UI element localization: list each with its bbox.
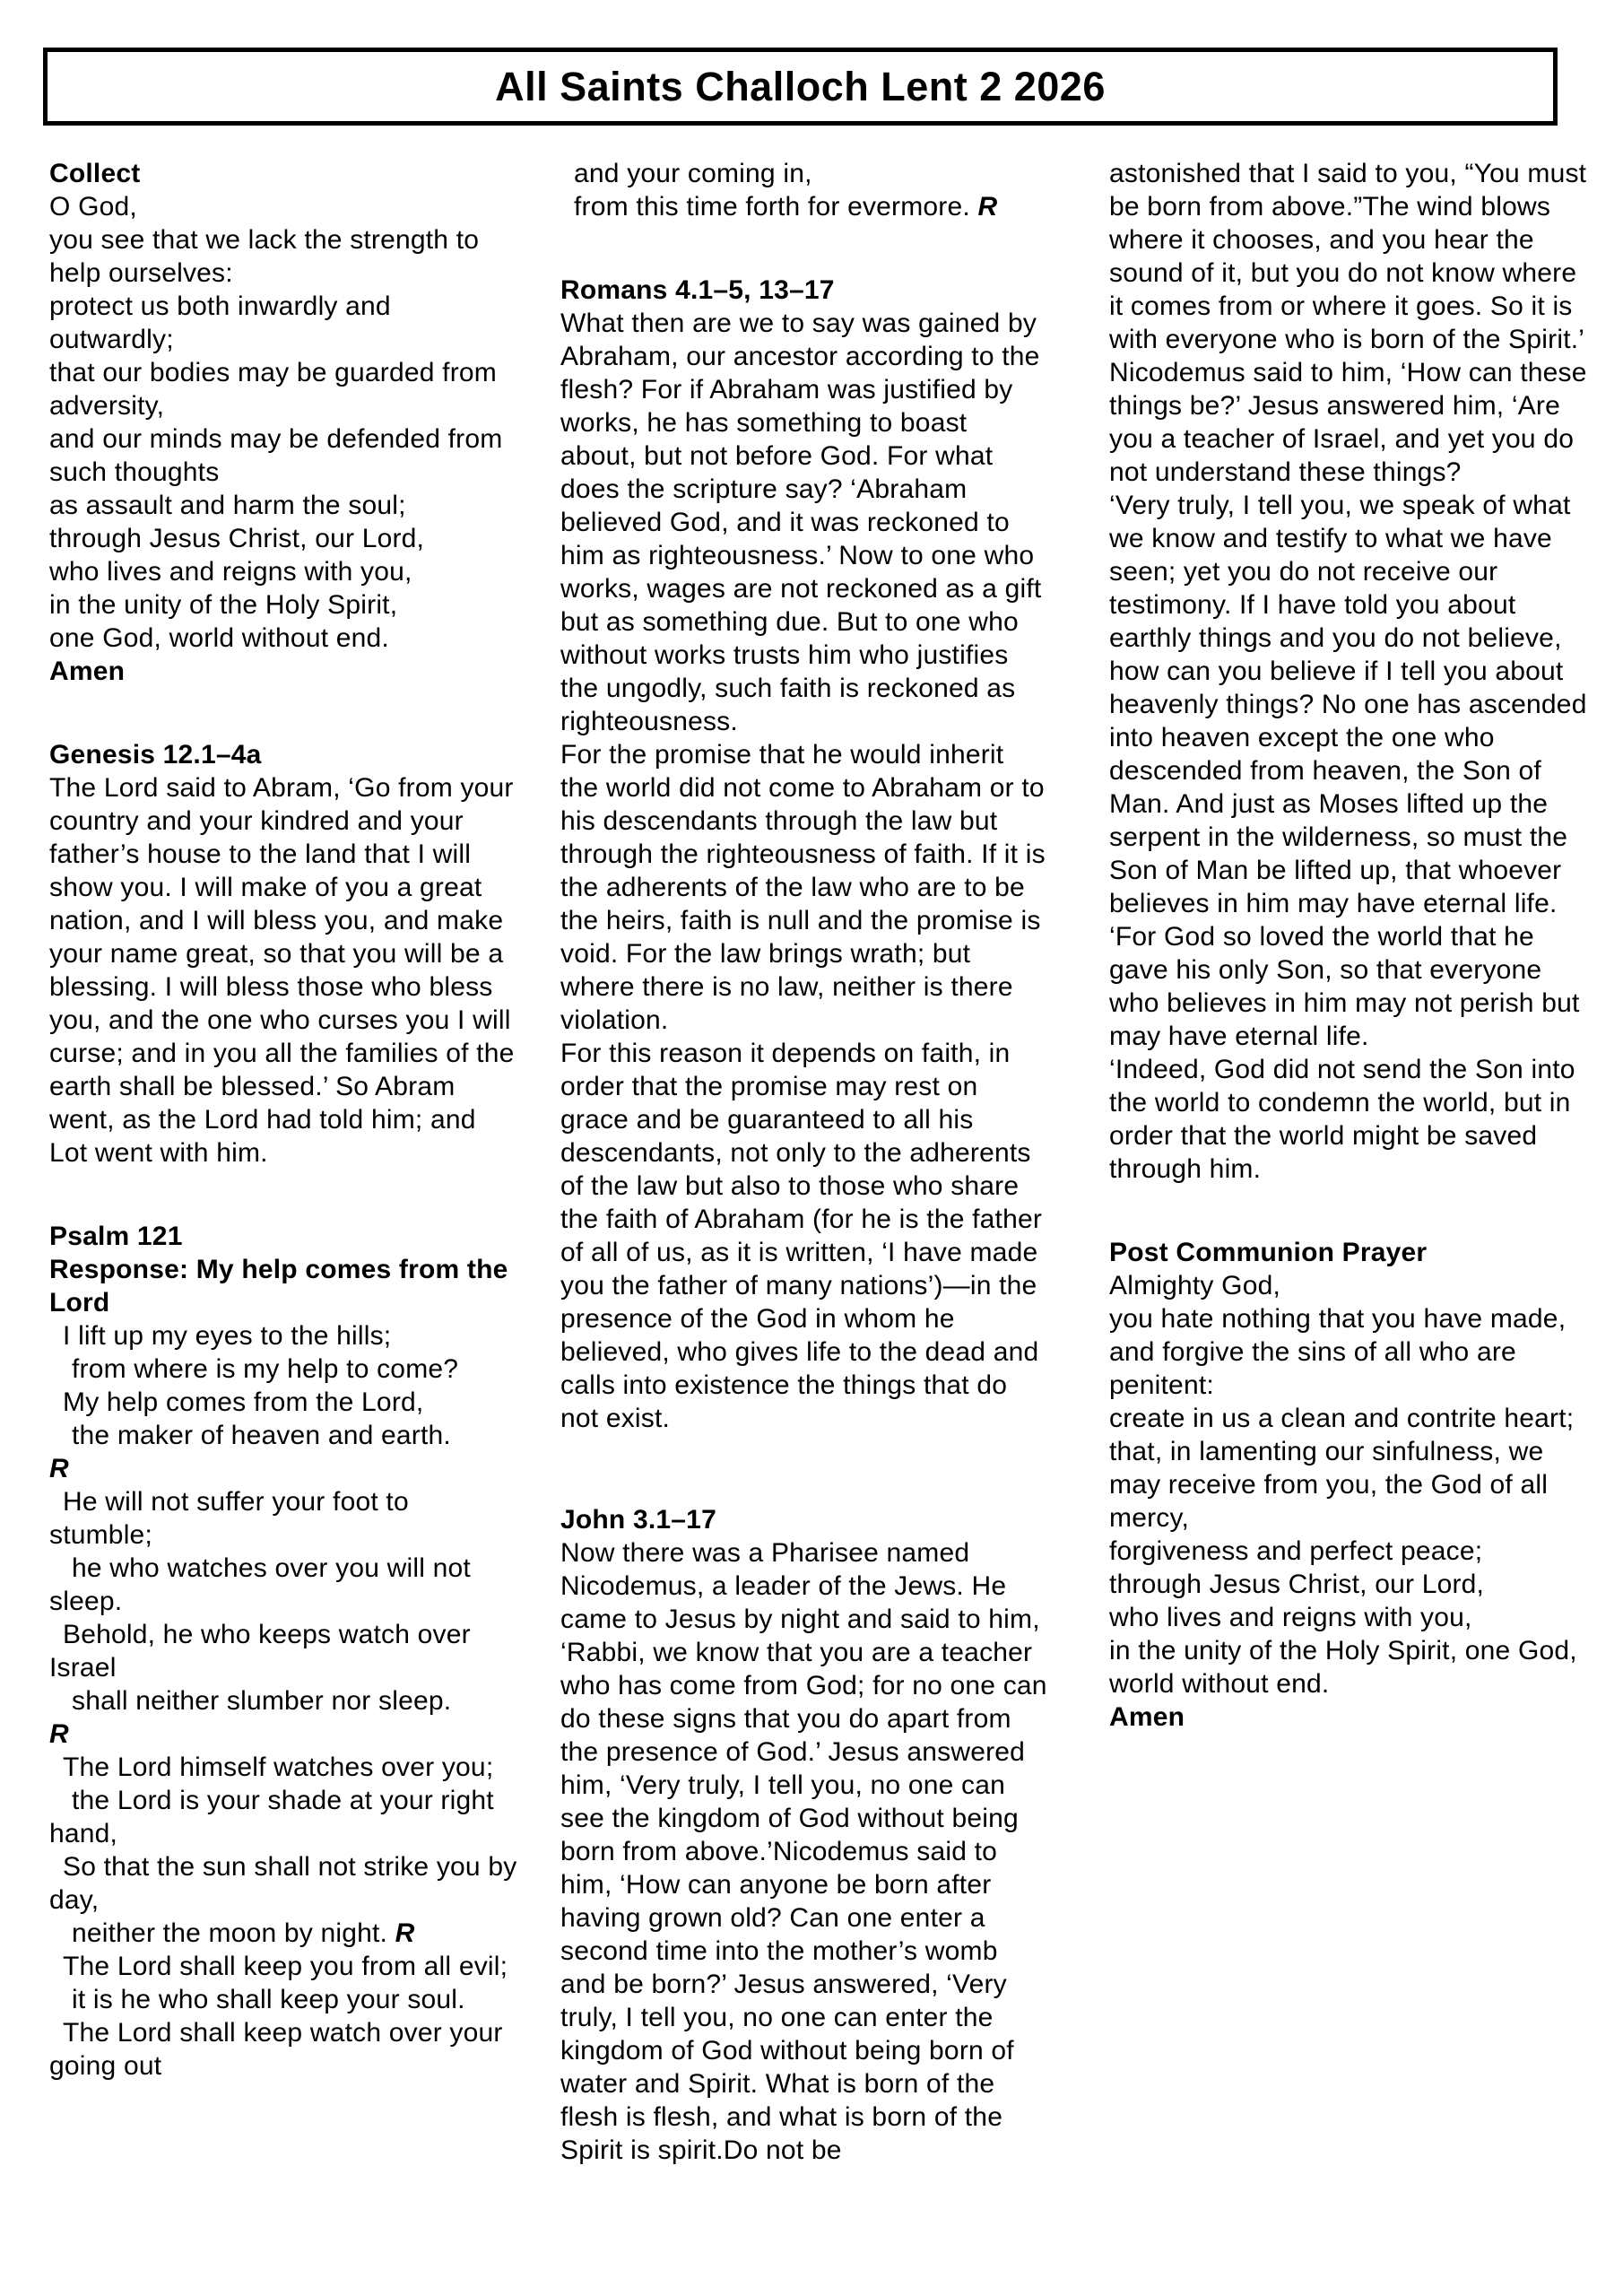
text: John 3.1–17 [560, 1505, 716, 1535]
text: from this time forth for evermore. [574, 192, 970, 222]
psalm-line [49, 1784, 517, 1850]
psalm-line [49, 1485, 517, 1552]
psalm-line [49, 1319, 517, 1352]
prayer-line [49, 489, 517, 522]
prayer-line [1109, 1335, 1589, 1402]
text: Romans 4.1–5, 13–17 [560, 275, 835, 305]
column-2 [560, 157, 1049, 2167]
text: The Lord himself watches over you; [63, 1752, 494, 1782]
prayer-line [1109, 1269, 1589, 1302]
scripture-paragraph [1109, 489, 1589, 920]
prayer-line [49, 356, 517, 422]
prayer-line [1109, 1634, 1589, 1700]
bold-line [1109, 1700, 1589, 1734]
section-heading [560, 274, 1049, 307]
prayer-line [49, 622, 517, 655]
text: you hate nothing that you have made, [1109, 1304, 1567, 1334]
text: through Jesus Christ, our Lord, [1109, 1570, 1485, 1599]
text: ‘Very truly, I tell you, we speak of what we know and testify to what we have seen; yet you do not receive our testimony. If I have told you about earthly things and you do not believe, how can you believe if I tell you about heavenly things? No one has ascended into heaven except the one who descended from heaven, the Son of Man. And just as Moses lifted up the serpent in the wilderness, so must the Son of Man be lifted up, that whoever believes in him may have eternal life. [1109, 491, 1587, 918]
text: Amen [49, 657, 126, 686]
scripture-paragraph [560, 1037, 1049, 1435]
prayer-line [1109, 1601, 1589, 1634]
text: and forgive the sins of all who are penitent: [1109, 1337, 1516, 1400]
text: you see that we lack the strength to help ourselves: [49, 225, 480, 288]
scripture-paragraph [1109, 1053, 1589, 1186]
psalm-line [560, 157, 1049, 190]
section-heading [1109, 1236, 1589, 1269]
section-heading [49, 738, 517, 771]
prayer-line [49, 588, 517, 622]
psalm-line [560, 190, 1049, 223]
text: He will not suffer your foot to stumble; [49, 1487, 409, 1550]
prayer-line [49, 422, 517, 489]
text: Almighty God, [1109, 1271, 1281, 1300]
section-gap [560, 1435, 1049, 1503]
response-marker-r: R [395, 1918, 415, 1948]
prayer-line [1109, 1302, 1589, 1335]
text: Post Communion Prayer [1109, 1238, 1428, 1267]
text: protect us both inwardly and outwardly; [49, 291, 391, 354]
prayer-line [1109, 1435, 1589, 1535]
text: I lift up my eyes to the hills; [63, 1321, 392, 1351]
text: What then are we to say was gained by Abraham, our ancestor according to the flesh? For if Abraham was justified by works, he has something to boast about, but not before God. For what does the scripture say? ‘Abraham believed God, and it was reckoned to him as righteousness.’ Now to one who works, wages are not reckoned as a gift but as something due. But to one who without works trusts him who justifies the ungodly, such faith is reckoned as righteousness. [560, 309, 1042, 736]
text: and your coming in, [574, 159, 812, 188]
text: it is he who shall keep your soul. [72, 1985, 465, 2014]
text: create in us a clean and contrite heart; [1109, 1404, 1575, 1433]
prayer-line [49, 555, 517, 588]
text: the Lord is your shade at your right hand, [49, 1786, 494, 1848]
scripture-paragraph [560, 307, 1049, 738]
prayer-line [49, 290, 517, 356]
psalm-line [49, 1352, 517, 1386]
psalm-line [49, 2016, 517, 2083]
text: astonished that I said to you, “You must be born from above.”The wind blows where it chooses, and you hear the sound of it, but you do not know where it comes from or where it goes. So it is with everyone who is born of the Spirit.’ Nicodemus said to him, ‘How can these things be?’ Jesus answered him, ‘Are you a teacher of Israel, and yet you do not understand these things? [1109, 159, 1587, 487]
prayer-line [1109, 1568, 1589, 1601]
page-title: All Saints Challoch Lent 2 2026 [495, 63, 1106, 109]
text: the maker of heaven and earth. [72, 1421, 451, 1450]
scripture-paragraph [1109, 920, 1589, 1053]
text: The Lord said to Abram, ‘Go from your country and your kindred and your father’s house to the land that I will show you. I will make of you a great nation, and I will bless you, and make your name great, so that you will be a blessing. I will bless those who bless you, and the one who curses you I will curse; and in you all the families of the earth shall be blessed.’ So Abram went, as the Lord had told him; and Lot went with him. [49, 773, 515, 1168]
response-marker-r: R [49, 1454, 69, 1483]
section-gap [49, 688, 517, 738]
section-heading [49, 157, 517, 190]
psalm-line [49, 1983, 517, 2016]
prayer-line [49, 190, 517, 223]
psalm-line [49, 1552, 517, 1618]
text: shall neither slumber nor sleep. [72, 1686, 452, 1716]
text: that, in lamenting our sinfulness, we may receive from you, the God of all mercy, [1109, 1437, 1549, 1533]
response-marker-r: R [49, 1719, 69, 1749]
text: through Jesus Christ, our Lord, [49, 524, 425, 553]
section-gap [560, 223, 1049, 274]
bold-line [49, 1253, 517, 1319]
text: Psalm 121 [49, 1222, 183, 1251]
scripture-paragraph [49, 771, 517, 1170]
text: For this reason it depends on faith, in order that the promise may rest on grace and be guaranteed to all his descendants, not only to the adherents of the law but also to those who share the faith of Abraham (for he is the father of all of us, as it is written, ‘I have made you the father of many nations’)—in the presence of the God in whom he believed, who gives life to the dead and calls into existence the things that do not exist. [560, 1039, 1043, 1433]
response-marker [49, 1452, 517, 1485]
text: The Lord shall keep watch over your going out [49, 2018, 503, 2081]
psalm-line [49, 1419, 517, 1452]
column-1 [49, 157, 517, 2083]
text: from where is my help to come? [72, 1354, 459, 1384]
text: one God, world without end. [49, 623, 389, 653]
response-marker [49, 1718, 517, 1751]
text: Now there was a Pharisee named Nicodemus, a leader of the Jews. He came to Jesus by night and said to him, ‘Rabbi, we know that you are a teacher who has come from God; for no one can do these signs that you do apart from the presence of God.’ Jesus answered him, ‘Very truly, I tell you, no one can see the kingdom of God without being born from above.’Nicodemus said to him, ‘How can anyone be born after having grown old? Can one enter a second time into the mother’s womb and be born?’ Jesus answered, ‘Very truly, I tell you, no one can enter the kingdom of God without being born of water and Spirit. What is born of the flesh is flesh, and what is born of the Spirit is spirit.Do not be [560, 1538, 1047, 2165]
text: forgiveness and perfect peace; [1109, 1536, 1483, 1566]
prayer-line [1109, 1402, 1589, 1435]
psalm-line [49, 1751, 517, 1784]
section-heading [560, 1503, 1049, 1536]
psalm-line [49, 1850, 517, 1917]
text: Collect [49, 159, 141, 188]
scripture-paragraph [560, 738, 1049, 1037]
scripture-paragraph [1109, 157, 1589, 489]
prayer-line [1109, 1535, 1589, 1568]
bold-line [49, 655, 517, 688]
text: as assault and harm the soul; [49, 491, 406, 520]
text: ‘Indeed, God did not send the Son into the world to condemn the world, but in order that the world might be saved through him. [1109, 1055, 1575, 1184]
psalm-line [49, 1386, 517, 1419]
psalm-line [49, 1618, 517, 1684]
text: Amen [1109, 1702, 1185, 1732]
psalm-line [49, 1950, 517, 1983]
text: neither the moon by night. [72, 1918, 388, 1948]
scripture-paragraph [560, 1536, 1049, 2167]
text: O God, [49, 192, 137, 222]
column-3 [1109, 157, 1589, 1734]
section-heading [49, 1220, 517, 1253]
prayer-line [49, 223, 517, 290]
text: who lives and reigns with you, [1109, 1603, 1472, 1632]
prayer-line [49, 522, 517, 555]
psalm-line [49, 1917, 517, 1950]
response-marker-r: R [977, 192, 998, 222]
title-box [43, 48, 1558, 126]
text: My help comes from the Lord, [63, 1387, 424, 1417]
text: The Lord shall keep you from all evil; [63, 1952, 508, 1981]
text: For the promise that he would inherit the world did not come to Abraham or to his descendants through the law but through the righteousness of faith. If it is the adherents of the law who are to be the heirs, faith is null and the promise is void. For the law brings wrath; but where there is no law, neither is there violation. [560, 740, 1046, 1035]
text: in the unity of the Holy Spirit, [49, 590, 398, 620]
section-gap [49, 1170, 517, 1220]
text: So that the sun shall not strike you by day, [49, 1852, 517, 1915]
text: he who watches over you will not sleep. [49, 1553, 471, 1616]
text: in the unity of the Holy Spirit, one God, world without end. [1109, 1636, 1577, 1699]
text: Response: My help comes from the Lord [49, 1255, 508, 1318]
text: Genesis 12.1–4a [49, 740, 262, 770]
section-gap [1109, 1186, 1589, 1236]
text: ‘For God so loved the world that he gave his only Son, so that everyone who believes in him may not perish but may have eternal life. [1109, 922, 1580, 1051]
text: who lives and reigns with you, [49, 557, 412, 587]
text: Behold, he who keeps watch over Israel [49, 1620, 471, 1683]
text: and our minds may be defended from such thoughts [49, 424, 503, 487]
psalm-line [49, 1684, 517, 1718]
text: that our bodies may be guarded from adversity, [49, 358, 497, 421]
